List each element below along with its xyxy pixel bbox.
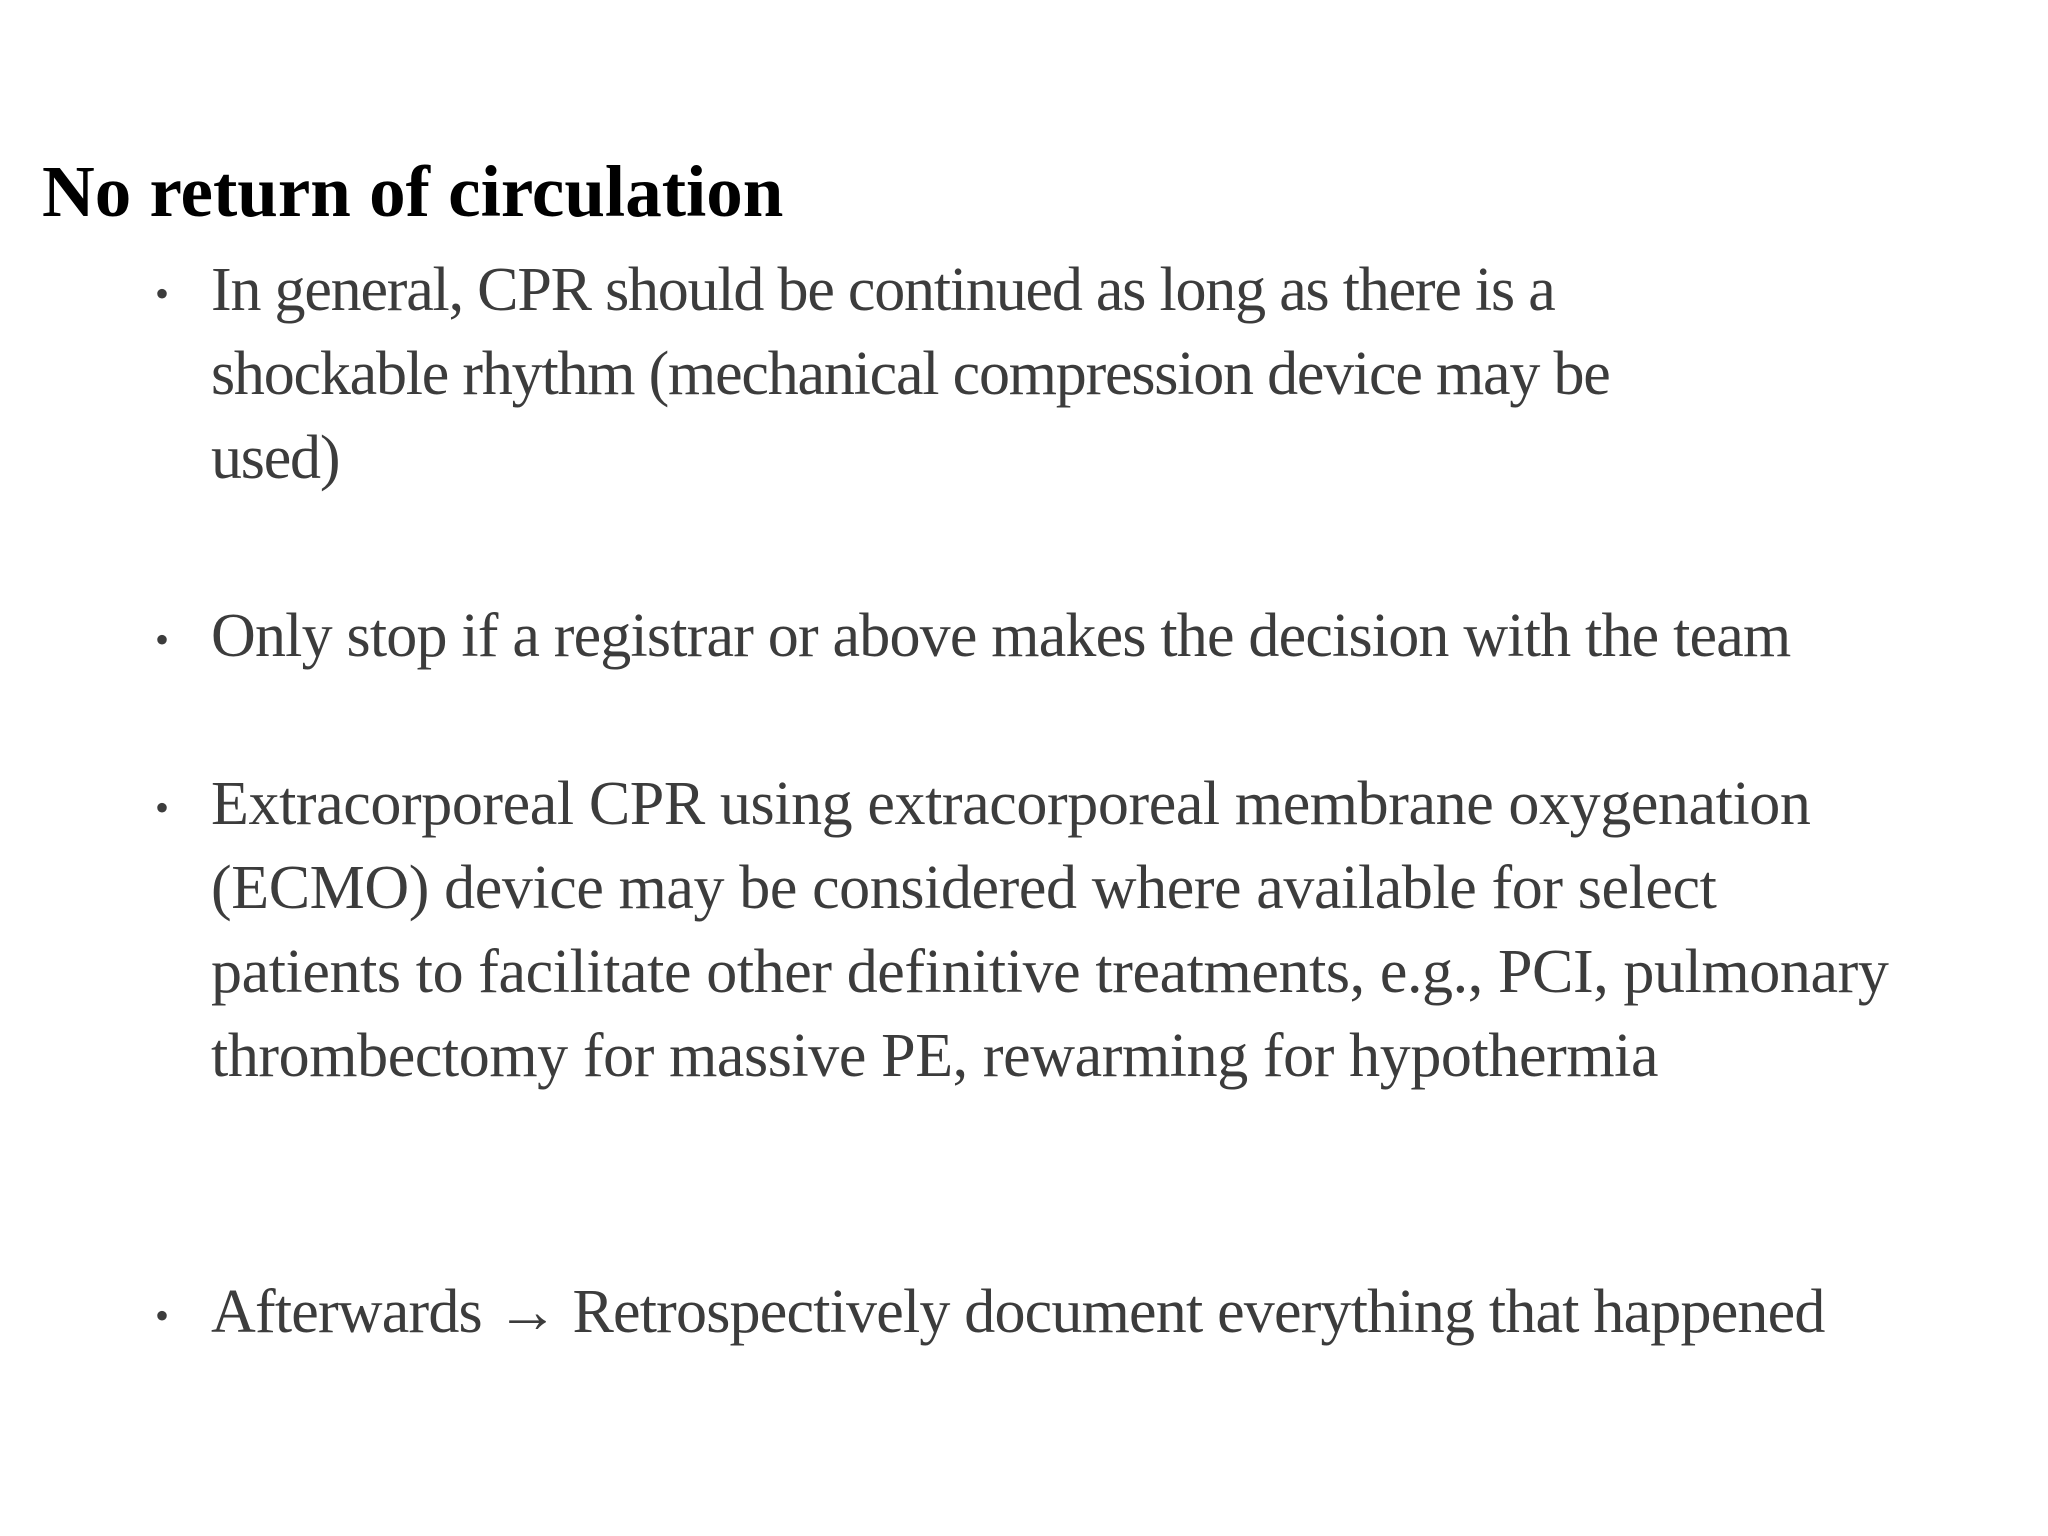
bullet-text: Afterwards → Retrospectively document everything that happened <box>211 1278 1825 1346</box>
bullet-dot-icon: • <box>155 271 170 316</box>
bullet-stop-decision <box>155 594 2040 682</box>
bullet-text: Only stop if a registrar or above makes the decision with the team <box>211 602 1791 670</box>
bullet-line: used) <box>211 424 340 492</box>
bullet-text <box>211 248 2040 500</box>
bullet-dot-icon: • <box>155 785 170 830</box>
bullet-afterwards <box>155 1270 2040 1358</box>
bullet-line: In general, CPR should be continued as long as there is a <box>211 256 1555 324</box>
bullet-text: Extracorporeal CPR using extracorporeal membrane oxygenation (ECMO) device may be considered where available for select patients to facilitate other definitive treatments, e.g., PCI, pulmonary thrombectomy for massive PE, rewarming for hypothermia <box>211 770 1889 1090</box>
bullet-line: shockable rhythm (mechanical compression device may be <box>211 340 1610 408</box>
bullet-dot-icon: • <box>155 617 170 662</box>
bullet-dot-icon: • <box>155 1293 170 1338</box>
bullet-cpr-continue <box>155 248 2040 500</box>
slide-title: No return of circulation <box>42 151 784 232</box>
bullet-ecmo <box>155 762 2040 1098</box>
